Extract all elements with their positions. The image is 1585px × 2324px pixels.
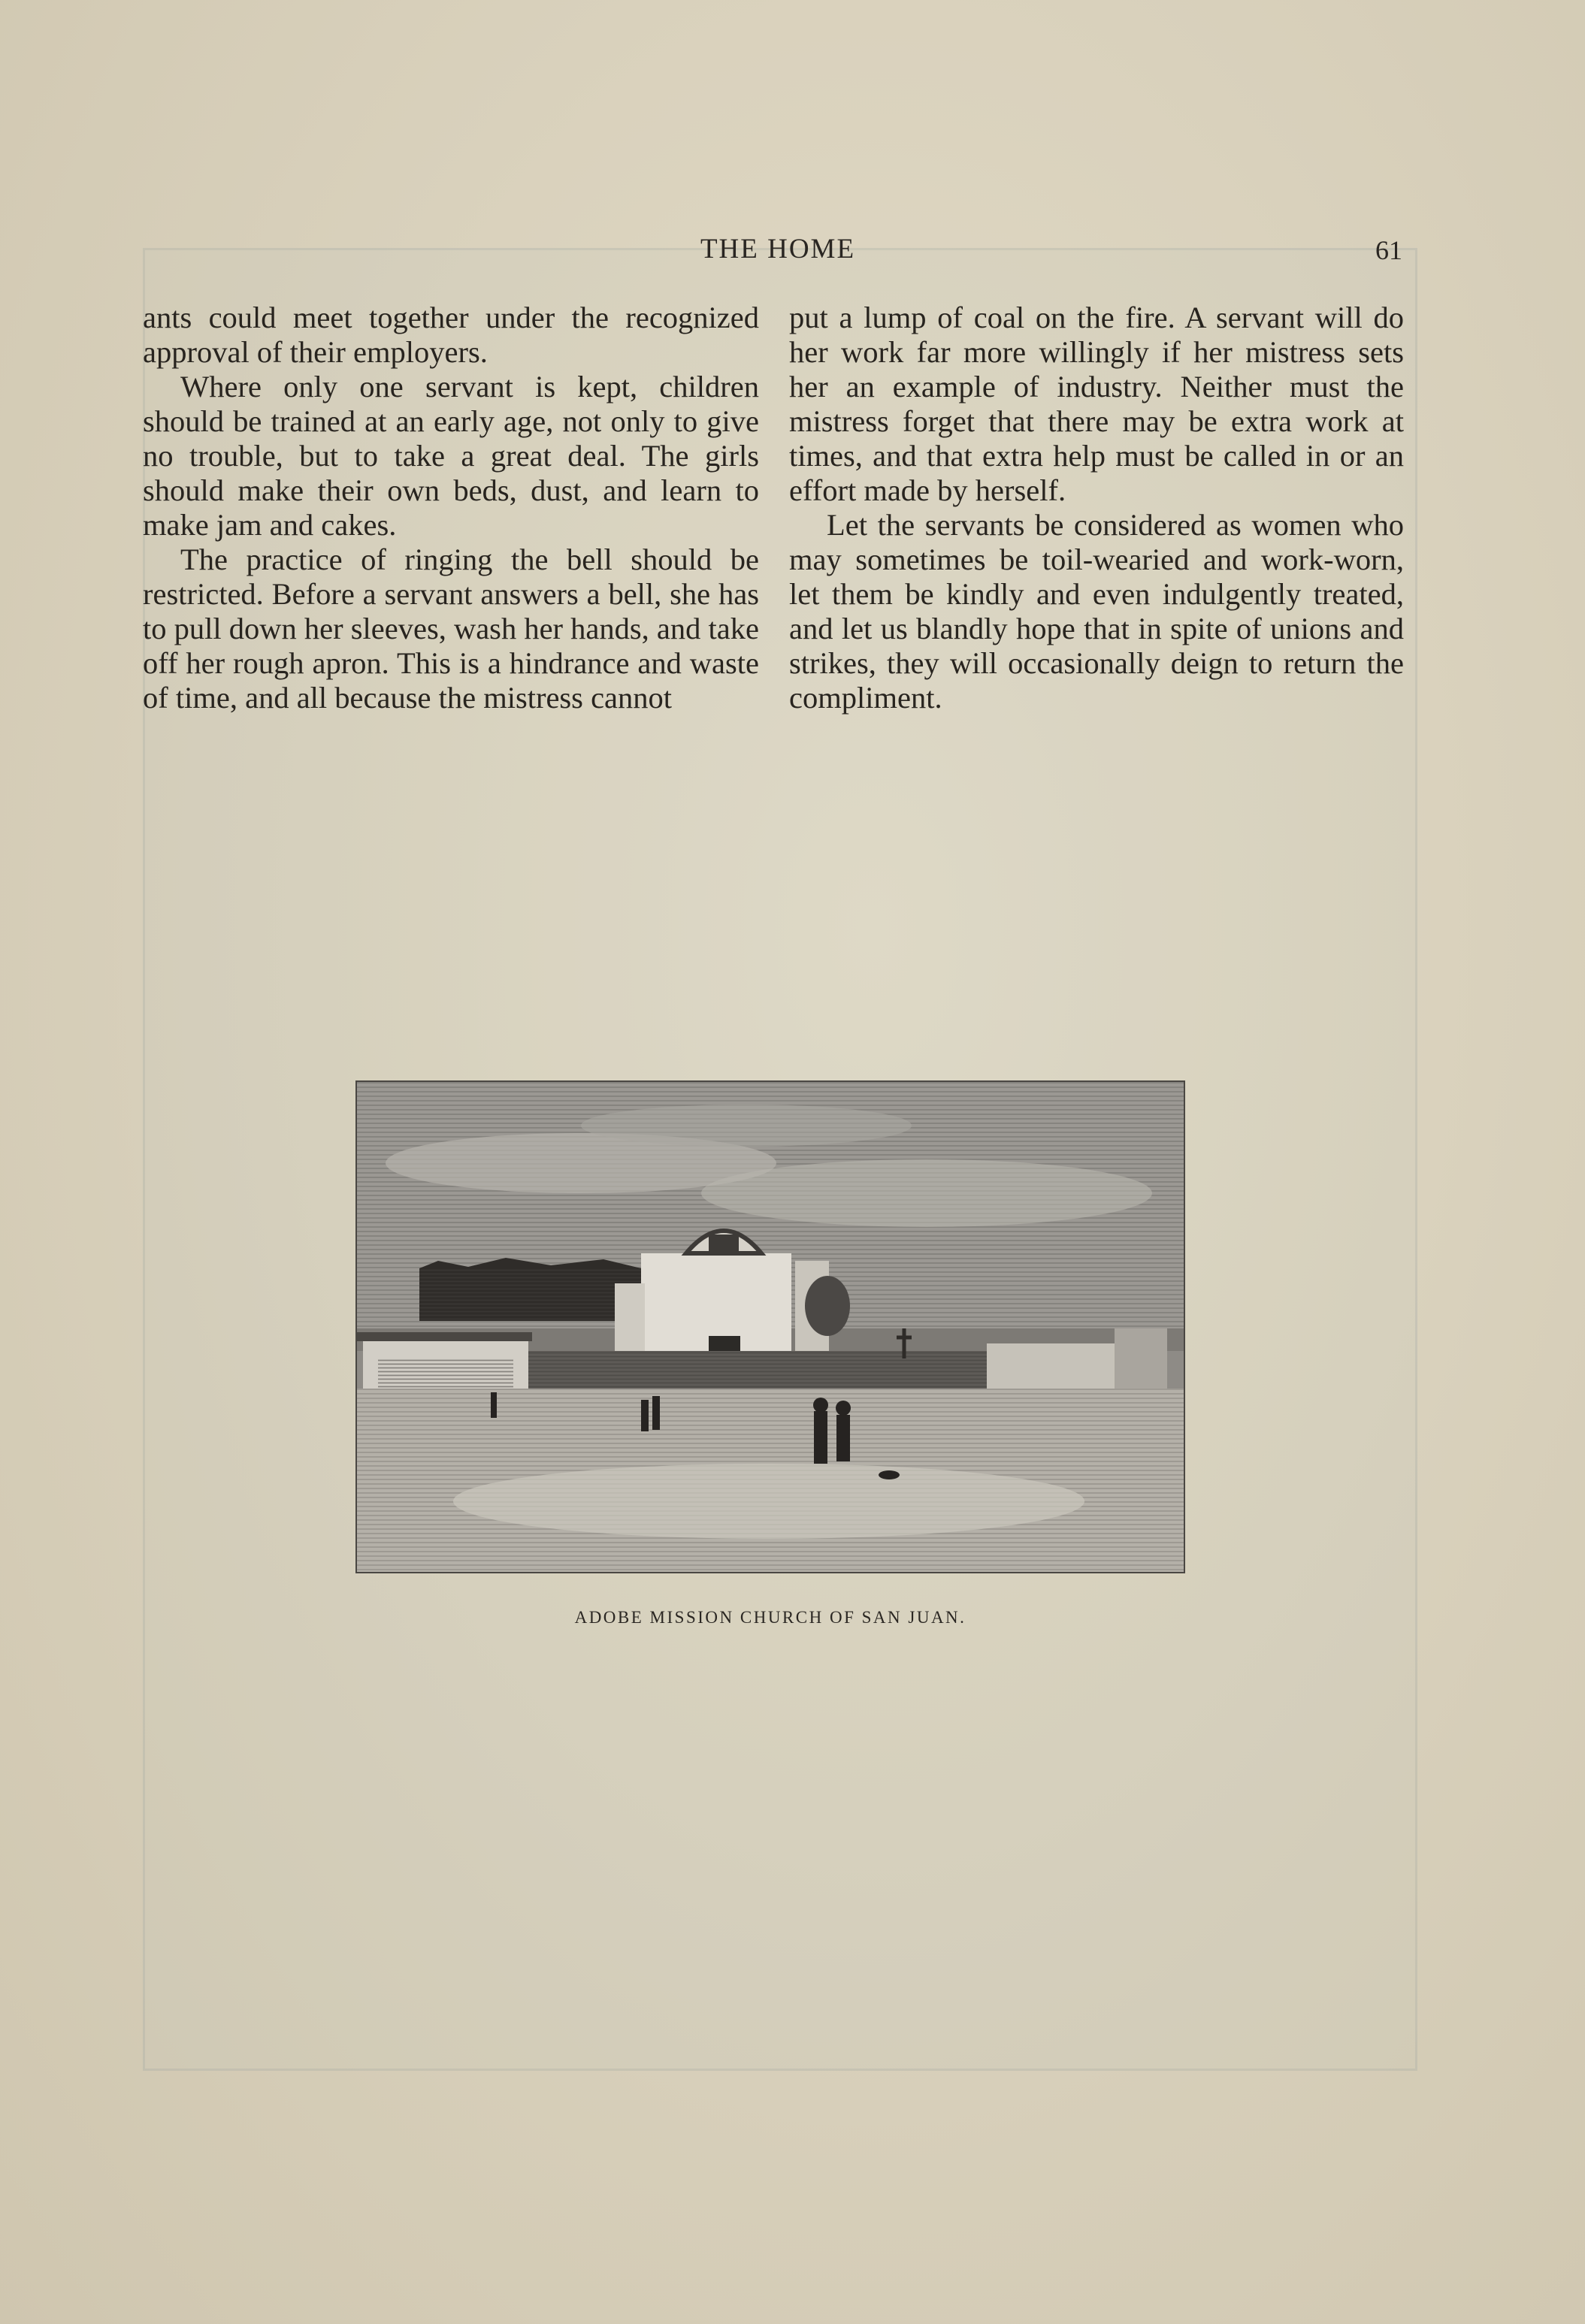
paragraph: Where only one servant is kept, children should be trained at an early age, not only to give no trouble, but to take a great deal. The girls should make their own beds, dust, and learn to make jam and cakes. bbox=[143, 370, 759, 542]
paragraph: ants could meet together under the recognized approval of their employers. bbox=[143, 301, 759, 369]
paragraph: put a lump of coal on the fire. A servant will do her work far more willingly if her mistress sets her an example of industry. Neither must the mistress forget that there may be extra work at times, and that extra help must be called in or an effort made by herself. bbox=[789, 301, 1404, 507]
right-column bbox=[789, 301, 1404, 715]
left-column bbox=[143, 301, 759, 715]
mission-church-engraving bbox=[355, 1080, 1185, 1573]
page-number: 61 bbox=[1375, 235, 1402, 265]
engraving-illustration bbox=[355, 1080, 1185, 1573]
figure-caption: ADOBE MISSION CHURCH OF SAN JUAN. bbox=[574, 1608, 966, 1627]
running-title: THE HOME bbox=[700, 234, 856, 264]
running-head bbox=[143, 233, 1413, 270]
paragraph: The practice of ringing the bell should be restricted. Before a servant answers a bell, she has to pull down her sleeves, wash her hands, and take off her rough apron. This is a hindrance and waste of time, and all because the mistress cannot bbox=[143, 542, 759, 715]
paragraph: Let the servants be considered as women who may sometimes be toil-wearied and work-worn, let them be kindly and even indulgently treated, and let us blandly hope that in spite of unions and strikes, they will occasionally deign to return the compliment. bbox=[789, 508, 1404, 715]
